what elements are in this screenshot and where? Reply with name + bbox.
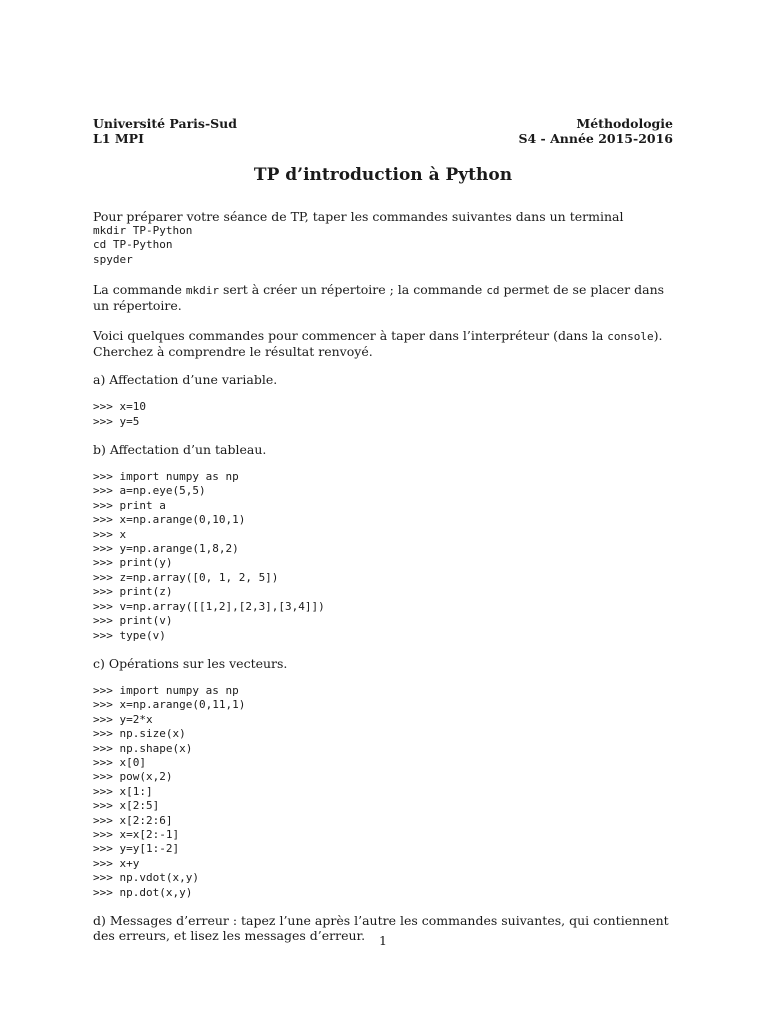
code-line: >>> np.shape(x) (93, 741, 193, 755)
header-left (93, 116, 237, 146)
header-right (518, 116, 673, 146)
section-b-heading: b) Affectation d’un tableau. (93, 442, 267, 458)
code-line: >>> x=10 (93, 400, 146, 414)
code-line: >>> x=np.arange(0,11,1) (93, 698, 246, 712)
code-line: >>> import numpy as np (93, 683, 239, 697)
inline-code-console: console (607, 330, 654, 344)
code-line: >>> import numpy as np (93, 470, 239, 484)
code-line: >>> print(z) (93, 585, 173, 599)
code-line: >>> y=5 (93, 414, 140, 428)
console-paragraph (93, 328, 673, 359)
section-c-code (93, 684, 673, 900)
code-line: >>> pow(x,2) (93, 770, 173, 784)
code-line: >>> z=np.array([0, 1, 2, 5]) (93, 570, 279, 584)
class-name: L1 MPI (93, 131, 144, 146)
section-a-code (93, 400, 673, 429)
command-line: spyder (93, 252, 133, 266)
text-run: Voici quelques commandes pour commencer à taper dans l’interpréteur (dans la (93, 328, 608, 344)
inline-code-cd: cd (486, 284, 500, 298)
course-name: Méthodologie (576, 116, 673, 131)
code-line: >>> x[2:2:6] (93, 813, 173, 827)
code-line: >>> y=2*x (93, 712, 153, 726)
code-line: >>> print a (93, 498, 166, 512)
code-line: >>> print(v) (93, 614, 173, 628)
section-d-heading: d) Messages d’erreur : tapez l’une après l’autre les commandes suivantes, qui contiennent des erreurs, et lisez les messages d’erreur. (93, 913, 669, 943)
code-line: >>> x[0] (93, 755, 146, 769)
command-line: mkdir TP-Python (93, 224, 193, 237)
section-b-code (93, 470, 673, 643)
code-line: >>> np.vdot(x,y) (93, 871, 199, 885)
code-line: >>> type(v) (93, 628, 166, 642)
code-line: >>> v=np.array([[1,2],[2,3],[3,4]]) (93, 599, 325, 613)
mkdir-paragraph (93, 282, 673, 313)
code-line: >>> x=np.arange(0,10,1) (93, 513, 246, 527)
text-run: La commande (93, 282, 186, 298)
code-line: >>> x (93, 527, 127, 541)
code-line: >>> x[2:5] (93, 799, 160, 813)
code-line: >>> y=y[1:-2] (93, 842, 180, 856)
text-run: sert à créer un répertoire ; la commande (218, 282, 487, 298)
intro-text: Pour préparer votre séance de TP, taper les commandes suivantes dans un terminal (93, 209, 624, 224)
code-line: >>> np.size(x) (93, 727, 186, 741)
intro-commands (93, 224, 673, 267)
code-line: >>> x=x[2:-1] (93, 827, 180, 841)
document-body (93, 209, 673, 943)
code-line: >>> x[1:] (93, 784, 153, 798)
code-line: >>> x+y (93, 856, 140, 870)
university-name: Université Paris-Sud (93, 116, 237, 131)
document-title: TP d’introduction à Python (253, 165, 513, 185)
page-number: 1 (379, 933, 387, 948)
semester-year: S4 - Année 2015-2016 (518, 131, 673, 146)
command-line: cd TP-Python (93, 238, 173, 252)
code-line: >>> np.dot(x,y) (93, 885, 193, 899)
code-line: >>> print(y) (93, 556, 173, 570)
section-c-heading: c) Opérations sur les vecteurs. (93, 655, 288, 671)
text-run: ). Cherchez à comprendre le résultat renvoyé. (93, 328, 663, 360)
code-line: >>> y=np.arange(1,8,2) (93, 542, 239, 556)
document-page (93, 0, 673, 1024)
text-run: permet de se placer dans un répertoire. (93, 282, 665, 314)
code-line: >>> a=np.eye(5,5) (93, 484, 206, 498)
section-a-heading: a) Affectation d’une variable. (93, 372, 278, 388)
inline-code-mkdir: mkdir (185, 284, 219, 298)
